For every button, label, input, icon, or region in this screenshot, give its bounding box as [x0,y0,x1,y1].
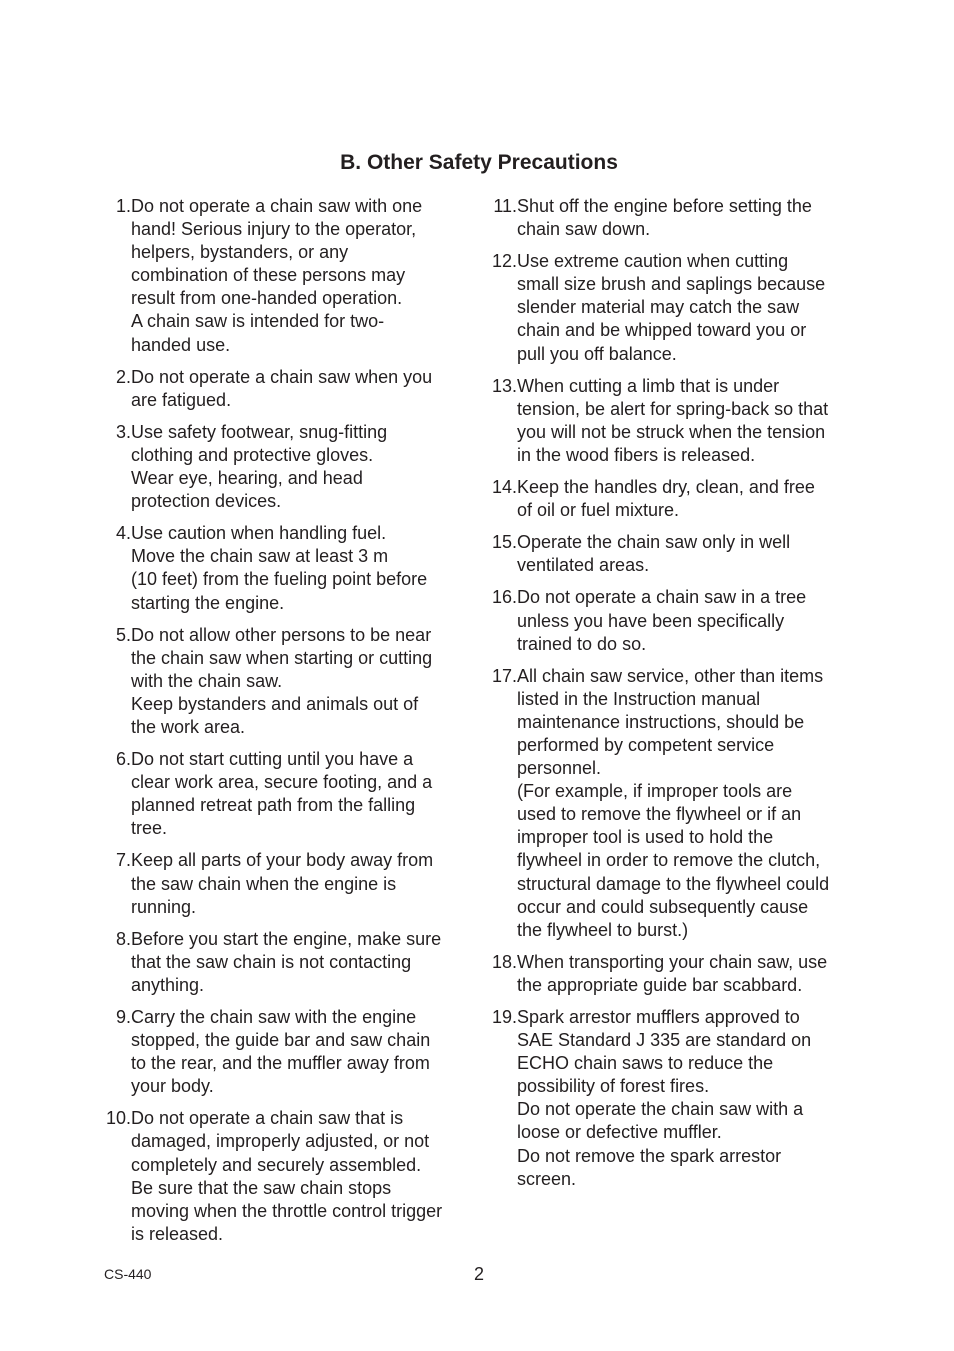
item-text: Shut off the engine before setting the chain saw down. [517,196,812,240]
list-item [100,928,470,997]
item-text: Spark arrestor mufflers approved to SAE Standard J 335 are standard on ECHO chain saws to reduce the possibility of forest fires. Do not operate the chain saw with a loose or defective muffler. Do not remove the spark arrestor screen. [517,1007,812,1189]
item-number: 1. [115,196,131,216]
item-number: 7. [115,850,131,871]
item-number: 11. [493,196,517,216]
item-text: Do not operate a chain saw with one hand! Serious injury to the operator, helpers, bystanders, or any combination of these persons may result from one-handed operation. A chain saw is intended for two- handed use. [131,196,423,355]
list-item [486,250,858,365]
list-item [100,522,470,614]
item-number: 5. [115,624,131,645]
item-text: Do not start cutting until you have a clear work area, secure footing, and a planned retreat path from the falling tree. [131,749,433,839]
item-text: Do not allow other persons to be near the chain saw when starting or cutting with the chain saw. Keep bystanders and animals out of the work area. [131,624,433,737]
item-text: Keep all parts of your body away from the saw chain when the engine is running. [131,850,434,917]
item-number: 17. [491,665,517,686]
item-number: 8. [115,928,131,949]
list-item [100,1006,470,1098]
item-number: 14. [491,477,517,498]
item-number: 12. [491,251,517,272]
list-item [486,951,858,997]
item-text: When transporting your chain saw, use the appropriate guide bar scabbard. [517,951,828,995]
item-text: When cutting a limb that is under tension, be alert for spring-back so that you will not be struck when the tension in the wood fibers is released. [517,375,829,465]
item-text: Operate the chain saw only in well ventilated areas. [517,532,791,576]
item-text: Do not operate a chain saw that is damaged, improperly adjusted, or not completely and securely assembled. Be sure that the saw chain stops moving when the throttle control trigger is released. [131,1108,443,1244]
list-item [100,849,470,918]
list-item [100,748,470,840]
item-number: 18. [491,951,517,972]
list-item [100,624,470,739]
item-number: 6. [115,749,131,770]
precautions-list-right [486,195,858,1200]
item-text: Use extreme caution when cutting small size brush and saplings because slender material may catch the saw chain and be whipped toward you or pull you off balance. [517,251,826,364]
item-text: Keep the handles dry, clean, and free of oil or fuel mixture. [517,477,815,521]
item-text: Do not operate a chain saw in a tree unless you have been specifically trained to do so. [517,587,807,654]
item-number: 4. [115,523,131,544]
item-text: Do not operate a chain saw when you are fatigued. [131,366,433,410]
item-number: 19. [491,1007,517,1027]
list-item [100,366,470,412]
item-text: Use caution when handling fuel. Move the chain saw at least 3 m (10 feet) from the fueling point before starting the engine. [131,523,428,613]
list-item [100,421,470,513]
item-number: 15. [491,532,517,553]
item-number: 10. [105,1108,131,1129]
list-item [486,665,858,942]
item-number: 16. [491,587,517,608]
list-item [100,1107,470,1246]
model-number: CS-440 [104,1266,152,1282]
list-item [100,195,470,357]
item-number: 9. [115,1007,131,1027]
list-item [486,375,858,467]
page-number: 2 [473,1264,484,1284]
precautions-list-left [100,195,470,1255]
item-number: 2. [115,366,131,387]
list-item [486,476,858,522]
item-text: Carry the chain saw with the engine stopped, the guide bar and saw chain to the rear, and the muffler away from your body. [131,1007,431,1097]
item-number: 13. [491,375,517,396]
item-text: Use safety footwear, snug-fitting clothing and protective gloves. Wear eye, hearing, and head protection devices. [131,421,388,512]
list-item [486,531,858,577]
item-text: Before you start the engine, make sure that the saw chain is not contacting anything. [131,928,442,995]
list-item [486,1006,858,1191]
list-item [486,195,858,241]
page-title: B. Other Safety Precautions [340,151,618,174]
item-number: 3. [115,421,131,442]
list-item [486,586,858,655]
item-text: All chain saw service, other than items listed in the Instruction manual maintenance instructions, should be performed by competent service personnel. (For example, if improper tools are used to remove the flywheel or if an improper tool is used to hold the flywheel in order to remove the clutch, structural damage to the flywheel could occur and could subsequently cause the flywheel to burst.) [517,665,830,940]
